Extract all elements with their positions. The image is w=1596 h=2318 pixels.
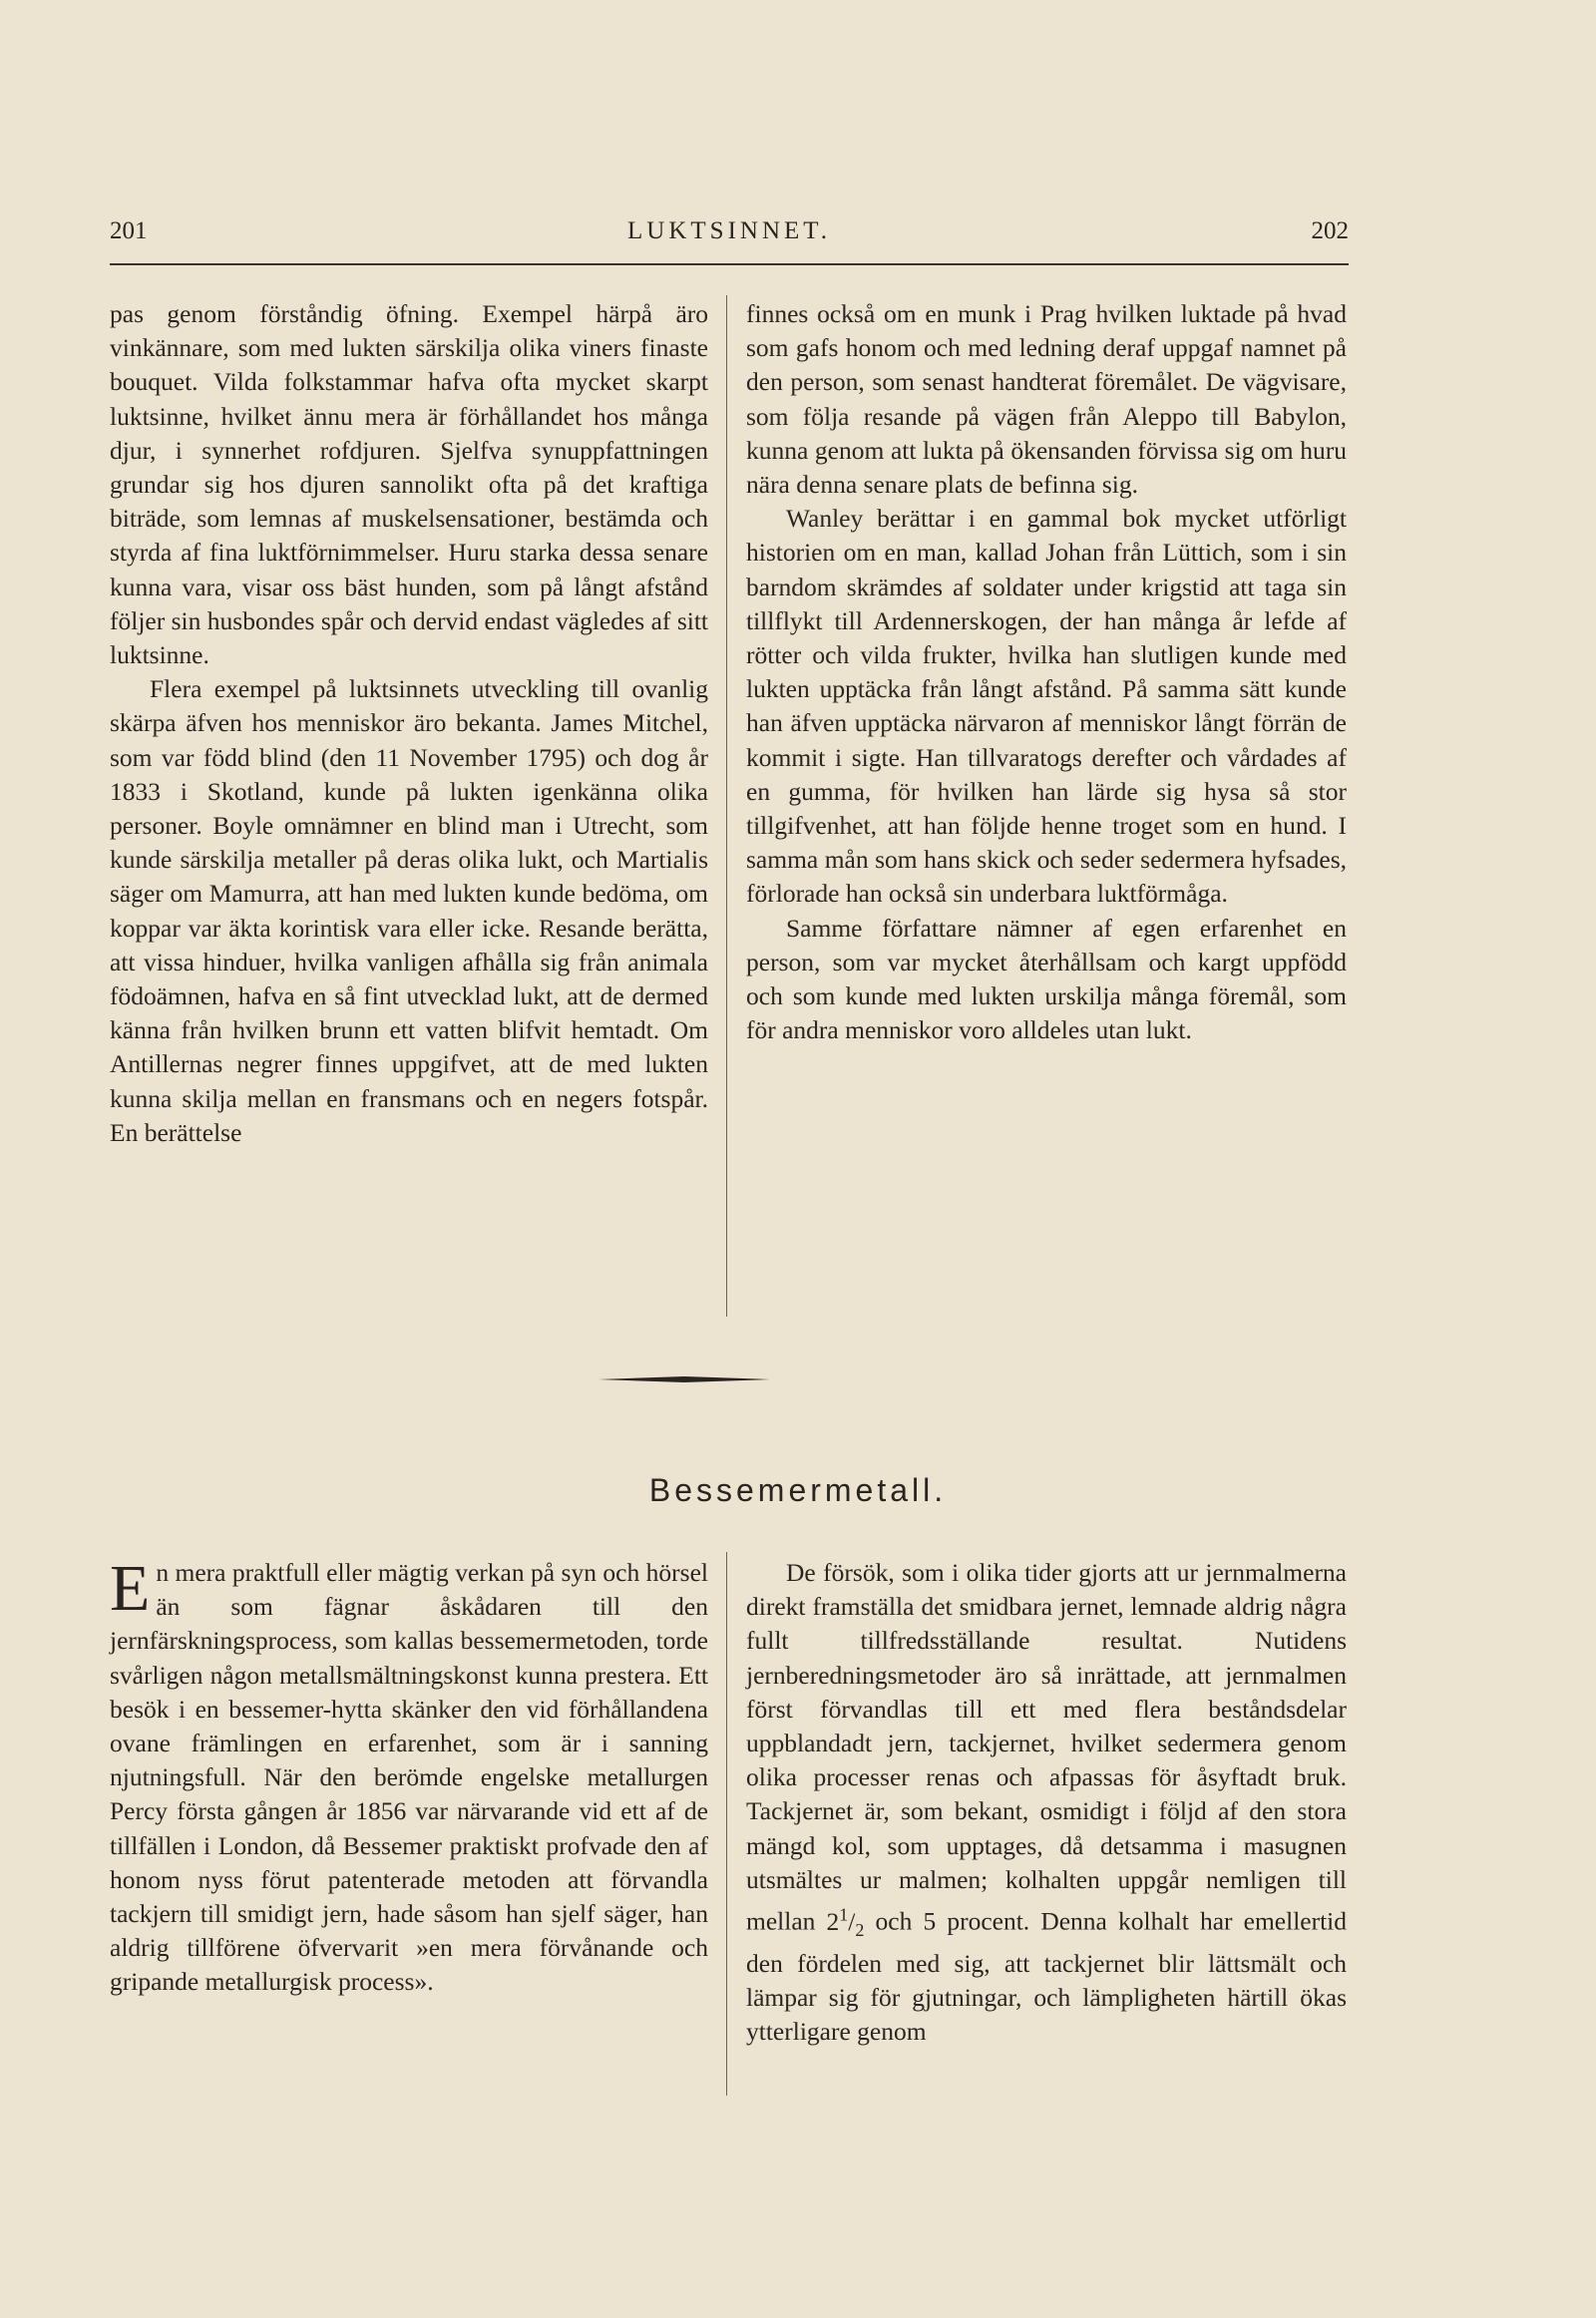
- drop-cap: E: [110, 1552, 151, 1625]
- article-title: Bessemermetall.: [648, 1472, 948, 1508]
- paragraph: Wanley berättar i en gammal bok mycket utförligt historien om en man, kallad Johan från Lüttich, som i sin barndom skrämdes af soldater under krigstid att taga sin tillflykt till Ardennerskogen, der han många år lefde af rötter och vilda frukter, hvilka han slutligen kunde med lukten upptäcka från långt afstånd. På samma sätt kunde han äfven upptäcka närvaron af menniskor långt förrän de kommit i sigte. Han tillvaratogs derefter och vårdades af en gumma, för hvilken han lärde sig hysa så stor tillgifvenhet, att han följde henne troget som en hund. I samma mån som hans skick och seder sedermera hyfsades, förlorade han också sin underbara luktförmåga.: [746, 504, 1347, 909]
- paragraph: [746, 1556, 1347, 2049]
- luktsinnet-right-column: [746, 297, 1347, 1047]
- paragraph: finnes också om en munk i Prag hvilken luktade på hvad som gafs honom och med ledning deraf uppgaf namnet på den person, som senast handterat föremålet. De vägvisare, som följa resande på vägen från Aleppo till Babylon, kunna genom att lukta på ökensanden förvissa sig om huru nära denna senare plats de befinna sig.: [746, 299, 1347, 500]
- paragraph-text: n mera praktfull eller mägtig verkan på syn och hörsel än som fägnar åskådaren till den jernfärskningsprocess, som kallas bessemermetoden, torde svårligen någon metallsmältningskonst kunna prestera. Ett besök i en bessemer-hytta skänker den vid förhållandena ovane främlingen en erfarenhet, som är i sanning njutningsfull. När den berömde engelske metallurgen Percy första gången år 1856 var närvarande vid ett af de tillfällen i London, då Bessemer praktiskt profvade den af honom nyss förut patenterade metoden att förvandla tackjern till smidigt jern, hade såsom han sjelf säger, han aldrig tillförene öfvervarit »en mera förvånande och gripande metallurgisk process».: [110, 1558, 708, 1997]
- running-title: LUKTSINNET.: [627, 217, 831, 244]
- fraction-whole: 2: [826, 1906, 840, 1936]
- column-divider: [726, 1552, 727, 2096]
- paragraph-text: De försök, som i olika tider gjorts att ur jernmalmerna direkt framställa det smidbara jernet, lemnade aldrig några fullt tillfredsställande resultat. Nutidens jernberedningsmetoder äro så inrättade, att jernmalmen först förvandlas till ett med flera beståndsdelar uppblandadt jern, tackjernet, hvilket sedermera genom olika processer renas och afpassas för åsyftadt bruk. Tackjernet är, som bekant, osmidigt i följd af den stora mängd kol, som upptages, då detsamma i masugnen utsmältes ur malmen; kolhalten uppgår nemligen till mellan: [746, 1558, 1347, 1936]
- section-separator-ornament: [598, 1376, 770, 1382]
- fraction: $2^1/_2$: [826, 1904, 865, 1940]
- luktsinnet-left-column: [110, 297, 708, 1150]
- paragraph: pas genom förståndig öfning. Exempel härpå äro vinkännare, som med lukten särskilja olika viners finaste bouquet. Vilda folkstammar hafva ofta mycket skarpt luktsinne, hvilket ännu mera är förhållandet hos många djur, i synnerhet rofdjuren. Sjelfva synuppfattningen grundar sig hos djuren sannolikt ofta på det kraftiga biträde, som lemnas af muskelsensationer, bestämda och styrda af fina luktförnimmelser. Huru starka dessa senare kunna vara, visar oss bäst hunden, som på långt afstånd följer sin husbondes spår och dervid endast vägledes af sitt luktsinne.: [110, 299, 708, 670]
- page-number-right: 202: [1311, 217, 1349, 244]
- page-number-left: 201: [110, 217, 148, 244]
- bessemer-left-column: [110, 1552, 708, 2000]
- paragraph: Flera exempel på luktsinnets utveckling till ovanlig skärpa äfven hos menniskor äro bekanta. James Mitchel, som var född blind (den 11 November 1795) och dog år 1833 i Skotland, kunde på lukten igenkänna olika personer. Boyle omnämner en blind man i Utrecht, som kunde särskilja metaller på deras olika lukt, och Martialis säger om Mamurra, att han med lukten kunde bedöma, om koppar var äkta korintisk vara eller icke. Resande berätta, att vissa hinduer, hvilka vanligen afhålla sig från animala födoämnen, hafva en så fint utvecklad lukt, att de dermed känna från hvilken brunn ett vatten blifvit hemtadt. Om Antillernas negrer finnes uppgifvet, att de med lukten kunna skilja mellan en fransmans och en negers fotspår. En berättelse: [110, 674, 708, 1147]
- column-divider: [726, 295, 727, 1317]
- bessemer-right-column: [746, 1556, 1347, 2049]
- fraction-numerator: 1: [839, 1904, 849, 1925]
- paragraph-text: och 5 procent. Denna kolhalt har emellertid den fördelen med sig, att tackjernet blir lättsmält och lämpar sig för gjutningar, och lämpligheten härtill ökas ytterligare genom: [746, 1906, 1348, 2047]
- fraction-denominator: 2: [855, 1919, 865, 1940]
- page-header: [110, 217, 1349, 257]
- paragraph: Samme författare nämner af egen erfarenhet en person, som var mycket återhållsam och kargt uppfödd och som kunde med lukten urskilja många föremål, som för andra menniskor voro alldeles utan lukt.: [746, 913, 1347, 1045]
- header-rule: [110, 263, 1349, 265]
- paragraph: [110, 1552, 708, 2000]
